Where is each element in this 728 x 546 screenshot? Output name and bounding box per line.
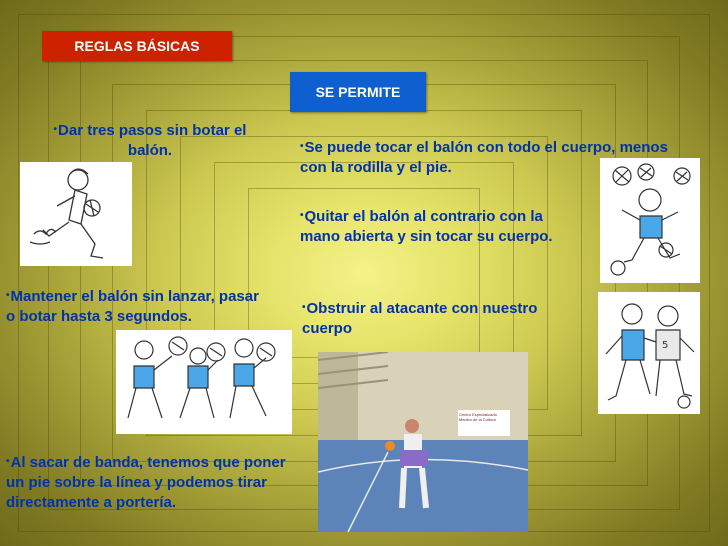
rule-5 (302, 298, 542, 339)
rule-6-text: Al sacar de banda, tenemos que poner un pie sobre la línea y podemos tirar directamente a portería. (6, 454, 286, 511)
bullet: • (53, 124, 58, 135)
running-player-illustration (20, 162, 132, 266)
rule-2-text: Se puede tocar el balón con todo el cuerpo, menos con la rodilla y el pie. (300, 139, 668, 176)
obstruction-illustration (598, 292, 700, 414)
rule-6 (6, 452, 298, 513)
rule-3-text: Quitar el balón al contrario con la mano abierta y sin tocar su cuerpo. (300, 208, 553, 245)
bullet: • (6, 290, 10, 301)
title-tag: REGLAS BÁSICAS (42, 31, 232, 61)
gym-photo (318, 352, 528, 532)
passing-players-illustration (116, 330, 292, 434)
gym-photo-scene (318, 352, 528, 532)
rule-4 (6, 286, 271, 327)
bullet: • (300, 210, 304, 221)
bullet: • (302, 302, 306, 313)
rule-1 (30, 120, 270, 161)
rule-3 (300, 206, 585, 247)
section-tag: SE PERMITE (290, 72, 426, 112)
photo-banner: Centro Especializado Médico de la Cultura (459, 412, 497, 422)
bullet: • (300, 141, 304, 152)
rule-5-text: Obstruir al atacante con nuestro cuerpo (302, 300, 538, 337)
rule-4-text: Mantener el balón sin lanzar, pasar o botar hasta 3 segundos. (6, 288, 259, 325)
svg-text:5: 5 (662, 340, 669, 351)
ball-handling-illustration (600, 158, 700, 283)
rule-1-text: Dar tres pasos sin botar el balón. (58, 122, 247, 159)
bullet: • (6, 456, 10, 467)
